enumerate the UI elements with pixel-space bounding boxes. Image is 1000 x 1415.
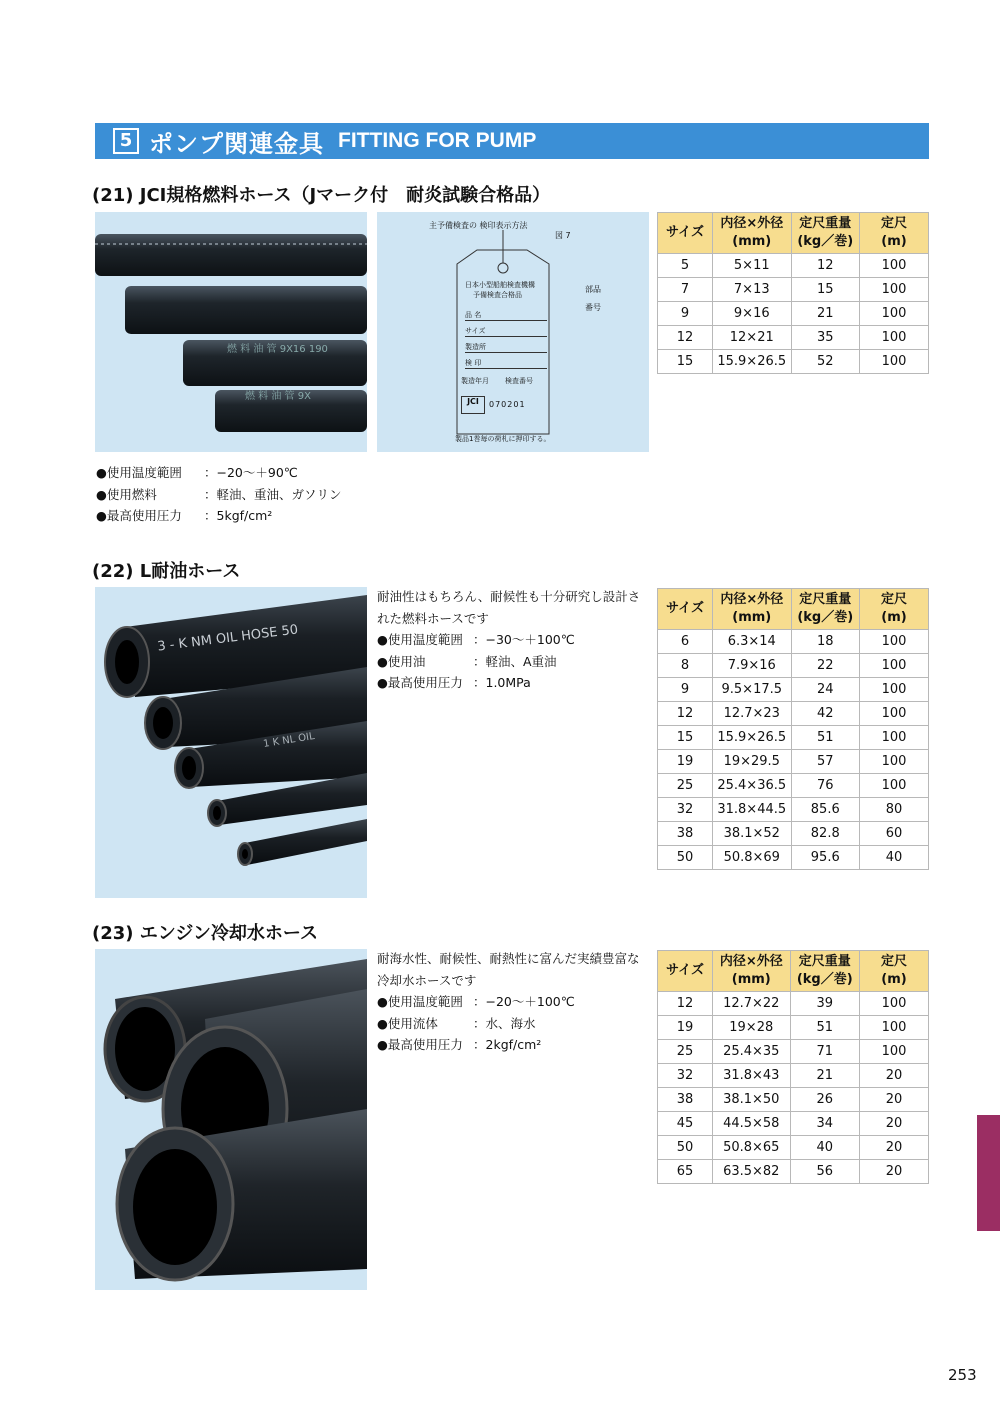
cell-diameter: 44.5×58 <box>713 1112 791 1136</box>
table-row <box>658 1088 929 1112</box>
cell-weight: 76 <box>791 774 859 798</box>
cell-diameter: 25.4×36.5 <box>713 774 792 798</box>
cell-diameter: 12.7×22 <box>713 992 791 1016</box>
cell-diameter: 12.7×23 <box>713 702 792 726</box>
table-row <box>658 822 929 846</box>
cell-weight: 52 <box>791 350 859 374</box>
table-row <box>658 302 929 326</box>
cell-length: 100 <box>860 278 929 302</box>
tag-field-maker: 製造所 <box>465 342 547 353</box>
spec-label: ●使用燃料 <box>96 486 157 502</box>
cell-weight: 22 <box>791 654 859 678</box>
table-row <box>658 750 929 774</box>
cell-diameter: 19×29.5 <box>713 750 792 774</box>
cell-diameter: 63.5×82 <box>713 1160 791 1184</box>
tag-footer: 製品1巻毎の荷札に押印する。 <box>455 435 551 443</box>
section-21-title: (21) JCI規格燃料ホース（Jマーク付 耐炎試験合格品） <box>92 185 551 206</box>
header-diameter: 内径×外径 (mm) <box>713 589 792 630</box>
cell-weight: 26 <box>790 1088 859 1112</box>
tag-heading: 主予備検査の 検印表示方法 <box>429 221 528 230</box>
spec-table-header <box>658 589 929 630</box>
table-row <box>658 798 929 822</box>
cell-size: 25 <box>658 774 713 798</box>
cell-size: 8 <box>658 654 713 678</box>
cell-length: 100 <box>860 992 929 1016</box>
cell-weight: 95.6 <box>791 846 859 870</box>
section-22-description: 耐油性はもちろん、耐候性も十分研究し設計された燃料ホースです <box>377 589 641 626</box>
cell-diameter: 38.1×50 <box>713 1088 791 1112</box>
cell-diameter: 9.5×17.5 <box>713 678 792 702</box>
table-row <box>658 846 929 870</box>
cell-size: 45 <box>658 1112 713 1136</box>
cell-weight: 51 <box>790 1016 859 1040</box>
spec-value: ：−20〜＋100℃ <box>473 994 575 1009</box>
cell-size: 50 <box>658 1136 713 1160</box>
cell-weight: 21 <box>791 302 859 326</box>
header-length: 定尺 (m) <box>860 589 929 630</box>
spec-value: ：−20〜＋90℃ <box>204 465 298 480</box>
cell-size: 12 <box>658 326 713 350</box>
cell-length: 100 <box>860 702 929 726</box>
cell-length: 20 <box>860 1112 929 1136</box>
cell-length: 100 <box>860 654 929 678</box>
header-diameter: 内径×外径 (mm) <box>713 213 792 254</box>
cell-diameter: 9×16 <box>713 302 792 326</box>
cell-size: 7 <box>658 278 713 302</box>
table-row <box>658 726 929 750</box>
section-banner <box>95 123 929 159</box>
spec-table-21 <box>657 212 929 374</box>
cell-length: 20 <box>860 1064 929 1088</box>
table-row <box>658 350 929 374</box>
spec-label: ●使用温度範囲 <box>377 632 463 647</box>
cell-length: 20 <box>860 1160 929 1184</box>
cell-weight: 15 <box>791 278 859 302</box>
hose-print-b: 1 K NL OIL <box>262 731 316 750</box>
spec-value: ：−30〜＋100℃ <box>473 632 575 647</box>
tag-field-date: 製造年月 <box>461 377 489 385</box>
header-weight: 定尺重量 (kg／巻) <box>791 589 859 630</box>
cell-diameter: 5×11 <box>713 254 792 278</box>
header-length: 定尺 (m) <box>860 951 929 992</box>
cell-diameter: 31.8×44.5 <box>713 798 792 822</box>
cell-diameter: 15.9×26.5 <box>713 350 792 374</box>
hose-print-a: 3 - K NM OIL HOSE 50 <box>156 622 299 655</box>
section-number: 5 <box>113 128 139 154</box>
cell-weight: 56 <box>790 1160 859 1184</box>
cell-length: 20 <box>860 1088 929 1112</box>
cell-length: 100 <box>860 1016 929 1040</box>
cell-size: 32 <box>658 1064 713 1088</box>
cell-size: 65 <box>658 1160 713 1184</box>
cell-weight: 34 <box>790 1112 859 1136</box>
section-22-title: (22) L耐油ホース <box>92 561 241 582</box>
cell-diameter: 19×28 <box>713 1016 791 1040</box>
section-23-specs <box>377 991 575 1056</box>
cooling-hose-photo <box>95 949 367 1290</box>
svg-text:燃 料 油 管 9X: 燃 料 油 管 9X <box>245 391 311 402</box>
cell-length: 100 <box>860 630 929 654</box>
cell-diameter: 31.8×43 <box>713 1064 791 1088</box>
fuel-hose-photo <box>95 212 367 452</box>
svg-text:燃 料 油 管 9X16 190: 燃 料 油 管 9X16 190 <box>227 344 328 355</box>
spec-value: ：1.0MPa <box>473 675 531 690</box>
cell-weight: 42 <box>791 702 859 726</box>
spec-value: ：2kgf/cm² <box>473 1037 542 1052</box>
cell-size: 38 <box>658 822 713 846</box>
cell-length: 60 <box>860 822 929 846</box>
tag-side2: 番号 <box>585 303 601 312</box>
cell-length: 100 <box>860 774 929 798</box>
cell-length: 100 <box>860 254 929 278</box>
cell-size: 9 <box>658 678 713 702</box>
spec-table-header <box>658 213 929 254</box>
cell-size: 19 <box>658 750 713 774</box>
tag-code: 070201 <box>489 400 526 409</box>
cell-length: 100 <box>860 350 929 374</box>
tag-line2: 予備検査合格品 <box>473 291 522 299</box>
cell-length: 100 <box>860 1040 929 1064</box>
tag-field-stamp: 検 印 <box>465 358 547 369</box>
cell-weight: 35 <box>791 326 859 350</box>
cell-diameter: 7×13 <box>713 278 792 302</box>
spec-table-header <box>658 951 929 992</box>
cell-length: 40 <box>860 846 929 870</box>
tag-field-number: 検査番号 <box>505 377 533 385</box>
cell-weight: 39 <box>790 992 859 1016</box>
cell-diameter: 6.3×14 <box>713 630 792 654</box>
table-row <box>658 1160 929 1184</box>
header-weight: 定尺重量 (kg／巻) <box>791 213 859 254</box>
section-22-specs <box>377 629 575 694</box>
cell-size: 9 <box>658 302 713 326</box>
table-row <box>658 1064 929 1088</box>
tag-fig: 図 7 <box>555 231 571 240</box>
cell-length: 100 <box>860 750 929 774</box>
cell-size: 12 <box>658 992 713 1016</box>
spec-label: ●最高使用圧力 <box>377 1037 463 1052</box>
cell-weight: 85.6 <box>791 798 859 822</box>
cell-weight: 12 <box>791 254 859 278</box>
cell-diameter: 50.8×65 <box>713 1136 791 1160</box>
cell-length: 100 <box>860 678 929 702</box>
cell-size: 19 <box>658 1016 713 1040</box>
table-row <box>658 774 929 798</box>
table-row <box>658 1112 929 1136</box>
cell-diameter: 25.4×35 <box>713 1040 791 1064</box>
jci-mark: JCI <box>461 396 485 414</box>
header-size: サイズ <box>658 213 713 254</box>
table-row <box>658 654 929 678</box>
header-size: サイズ <box>658 951 713 992</box>
cell-size: 32 <box>658 798 713 822</box>
spec-label: ●使用温度範囲 <box>96 465 182 480</box>
cell-diameter: 7.9×16 <box>713 654 792 678</box>
section-title-jp: ポンプ関連金具 <box>149 129 324 158</box>
page-number: 253 <box>948 1366 977 1384</box>
cell-size: 15 <box>658 350 713 374</box>
table-row <box>658 254 929 278</box>
spec-label: ●最高使用圧力 <box>377 675 463 690</box>
tag-side1: 部品 <box>585 285 601 294</box>
cell-weight: 57 <box>791 750 859 774</box>
oil-hose-photo <box>95 587 367 898</box>
table-row <box>658 1016 929 1040</box>
section-23-title: (23) エンジン冷却水ホース <box>92 923 318 944</box>
section-23-description: 耐海水性、耐候性、耐熱性に富んだ実績豊富な冷却水ホースです <box>377 951 640 988</box>
cell-weight: 82.8 <box>791 822 859 846</box>
spec-value: ：軽油、重油、ガソリン <box>204 486 342 502</box>
tag-field-name: 品 名 <box>465 310 547 321</box>
section-21-specs <box>96 462 342 527</box>
cell-length: 80 <box>860 798 929 822</box>
cell-size: 15 <box>658 726 713 750</box>
cell-size: 12 <box>658 702 713 726</box>
table-row <box>658 1136 929 1160</box>
cell-diameter: 15.9×26.5 <box>713 726 792 750</box>
header-length: 定尺 (m) <box>860 213 929 254</box>
cell-weight: 40 <box>790 1136 859 1160</box>
spec-table-22 <box>657 588 929 870</box>
cell-diameter: 38.1×52 <box>713 822 792 846</box>
chapter-side-tab <box>977 1115 1000 1231</box>
spec-label: ●最高使用圧力 <box>96 508 182 523</box>
header-size: サイズ <box>658 589 713 630</box>
table-row <box>658 1040 929 1064</box>
cell-weight: 71 <box>790 1040 859 1064</box>
cell-size: 38 <box>658 1088 713 1112</box>
table-row <box>658 630 929 654</box>
tag-field-size: サイズ <box>465 326 547 337</box>
table-row <box>658 992 929 1016</box>
cell-size: 5 <box>658 254 713 278</box>
spec-value: ：軽油、A重油 <box>473 653 557 669</box>
table-row <box>658 678 929 702</box>
cell-size: 50 <box>658 846 713 870</box>
spec-value: ：5kgf/cm² <box>204 508 273 523</box>
spec-value: ：水、海水 <box>473 1015 536 1031</box>
cell-size: 25 <box>658 1040 713 1064</box>
cell-length: 20 <box>860 1136 929 1160</box>
spec-label: ●使用油 <box>377 653 426 669</box>
spec-label: ●使用流体 <box>377 1015 438 1031</box>
inspection-tag-photo <box>377 212 649 452</box>
cell-diameter: 50.8×69 <box>713 846 792 870</box>
cell-length: 100 <box>860 302 929 326</box>
table-row <box>658 326 929 350</box>
section-title-en: FITTING FOR PUMP <box>338 129 537 152</box>
header-weight: 定尺重量 (kg／巻) <box>790 951 859 992</box>
cell-diameter: 12×21 <box>713 326 792 350</box>
header-diameter: 内径×外径 (mm) <box>713 951 791 992</box>
spec-label: ●使用温度範囲 <box>377 994 463 1009</box>
table-row <box>658 278 929 302</box>
cell-length: 100 <box>860 326 929 350</box>
spec-table-23 <box>657 950 929 1184</box>
cell-weight: 51 <box>791 726 859 750</box>
cell-weight: 24 <box>791 678 859 702</box>
tag-line1: 日本小型船舶検査機構 <box>465 281 535 289</box>
cell-length: 100 <box>860 726 929 750</box>
cell-size: 6 <box>658 630 713 654</box>
cell-weight: 18 <box>791 630 859 654</box>
table-row <box>658 702 929 726</box>
cell-weight: 21 <box>790 1064 859 1088</box>
